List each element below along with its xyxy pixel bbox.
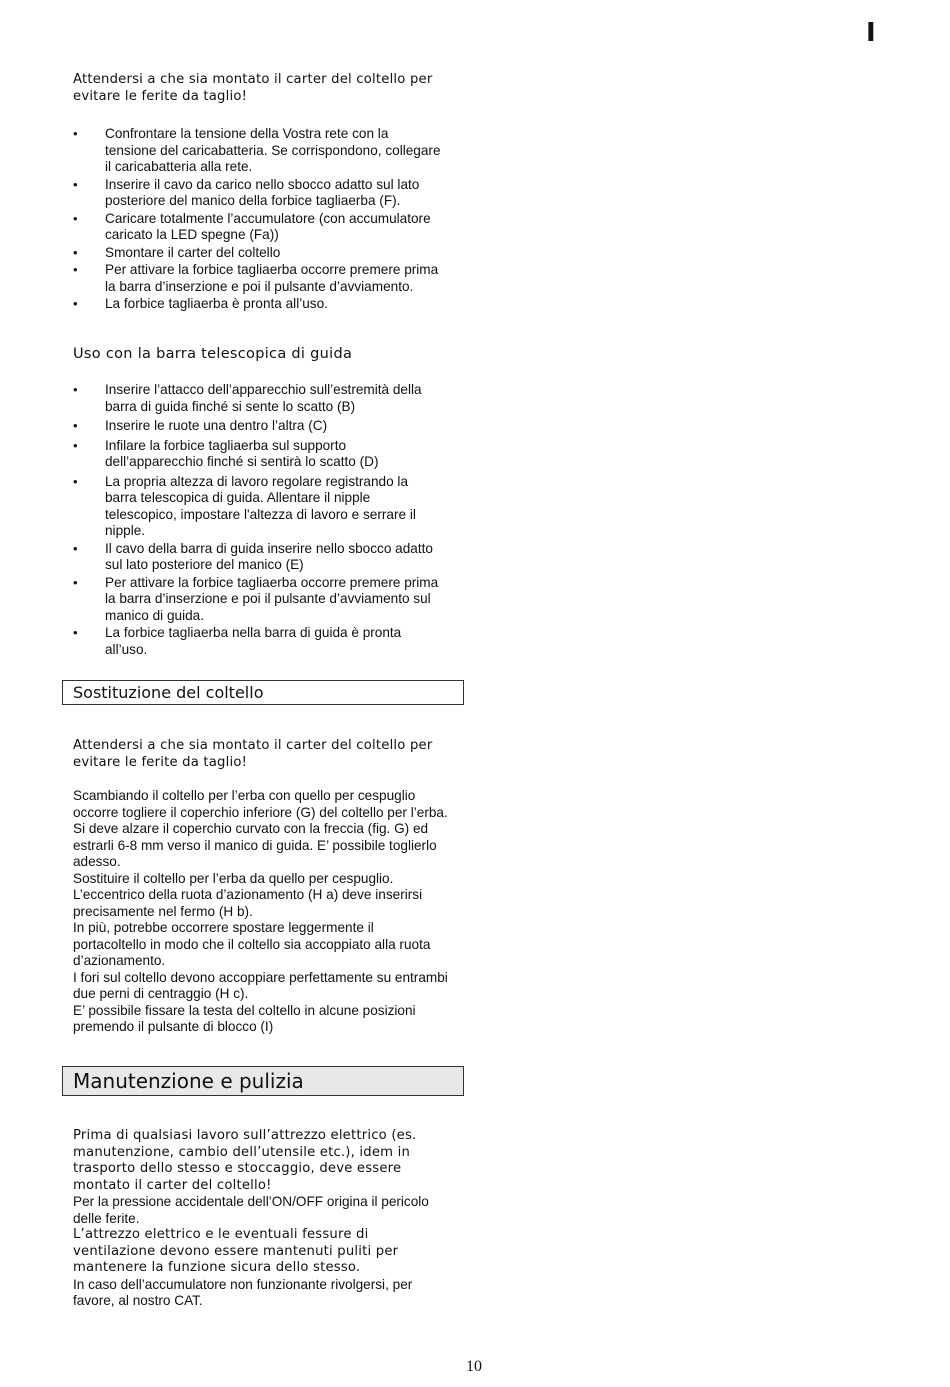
language-mark: I (866, 18, 876, 48)
list-item: • La forbice tagliaerba è pronta all’uso. (73, 296, 443, 313)
section1-list (73, 126, 443, 314)
list-item: • Caricare totalmente l’accumulatore (con accumulatore caricato la LED spegne (Fa)) (73, 211, 443, 244)
section2-title: Uso con la barra telescopica di guida (73, 346, 353, 362)
section3-warning: Attendersi a che sia montato il carter del coltello per evitare le ferite da taglio! (73, 738, 433, 770)
paragraph: Prima di qualsiasi lavoro sull’attrezzo elettrico (es. manutenzione, cambio dell’utensile etc.), idem in trasporto dello stesso e stoccaggio, deve essere montato il carter del coltello! (73, 1128, 417, 1193)
list-item: • Smontare il carter del coltello (73, 245, 443, 262)
list-item: • Infilare la forbice tagliaerba sul supporto dell’apparecchio finché si sentirà lo scatto (D) (73, 438, 443, 471)
section3-body: Scambiando il coltello per l’erba con quello per cespuglio occorre togliere il coperchio inferiore (G) del coltello per l’erba. Si deve alzare il coperchio curvato con la freccia (fig. G) ed estrarli 6-8 mm verso il manico di guida. E’ possibile toglierlo adesso. Sostituire il coltello per l’erba da quello per cespuglio. L’eccentrico della ruota d’azionamento (H a) deve inserirsi precisamente nel fermo (H b). In più, potrebbe occorrere spostare leggermente il portacoltello in modo che il coltello sia accoppiato alla ruota d’azionamento. I fori sul coltello devono accoppiare perfettamente su entrambi due perni di centraggio (H c). E’ possibile fissare la testa del coltello in alcune posizioni premendo il pulsante di blocco (I) (73, 788, 448, 1034)
section4-body (73, 1128, 448, 1310)
page-number: 10 (466, 1358, 482, 1375)
list-item: • Confrontare la tensione della Vostra rete con la tensione del caricabatteria. Se corrispondono, collegare il caricabatteria alla rete. (73, 126, 443, 176)
section2-list (73, 382, 443, 659)
list-item: • Inserire le ruote una dentro l’altra (C) (73, 418, 443, 435)
paragraph: In caso dell’accumulatore non funzionante rivolgersi, per favore, al nostro CAT. (73, 1276, 413, 1308)
list-item: • Il cavo della barra di guida inserire nello sbocco adatto sul lato posteriore del manico (E) (73, 541, 443, 574)
list-item: • Per attivare la forbice tagliaerba occorre premere prima la barra d’inserzione e poi il pulsante d’avviamento sul manico di guida. (73, 575, 443, 625)
list-item: • Inserire il cavo da carico nello sbocco adatto sul lato posteriore del manico della forbice tagliaerba (F). (73, 177, 443, 210)
list-item: • Inserire l’attacco dell’apparecchio sull’estremità della barra di guida finché si sente lo scatto (B) (73, 382, 443, 415)
section1-warning: Attendersi a che sia montato il carter del coltello per evitare le ferite da taglio! (73, 72, 433, 104)
list-item: • Per attivare la forbice tagliaerba occorre premere prima la barra d’inserzione e poi il pulsante d’avviamento. (73, 262, 443, 295)
paragraph: L’attrezzo elettrico e le eventuali fessure di ventilazione devono essere mantenuti puliti per mantenere la funzione sicura dello stesso. (73, 1227, 399, 1275)
list-item: • La propria altezza di lavoro regolare registrando la barra telescopica di guida. Allentare il nipple telescopico, impostare l'altezza di lavoro e serrare il nipple. (73, 474, 443, 540)
section3-heading: Sostituzione del coltello (62, 680, 464, 705)
list-item: • La forbice tagliaerba nella barra di guida è pronta all’uso. (73, 625, 443, 658)
paragraph: Per la pressione accidentale dell’ON/OFF origina il pericolo delle ferite. (73, 1194, 429, 1226)
section4-heading: Manutenzione e pulizia (62, 1066, 464, 1096)
